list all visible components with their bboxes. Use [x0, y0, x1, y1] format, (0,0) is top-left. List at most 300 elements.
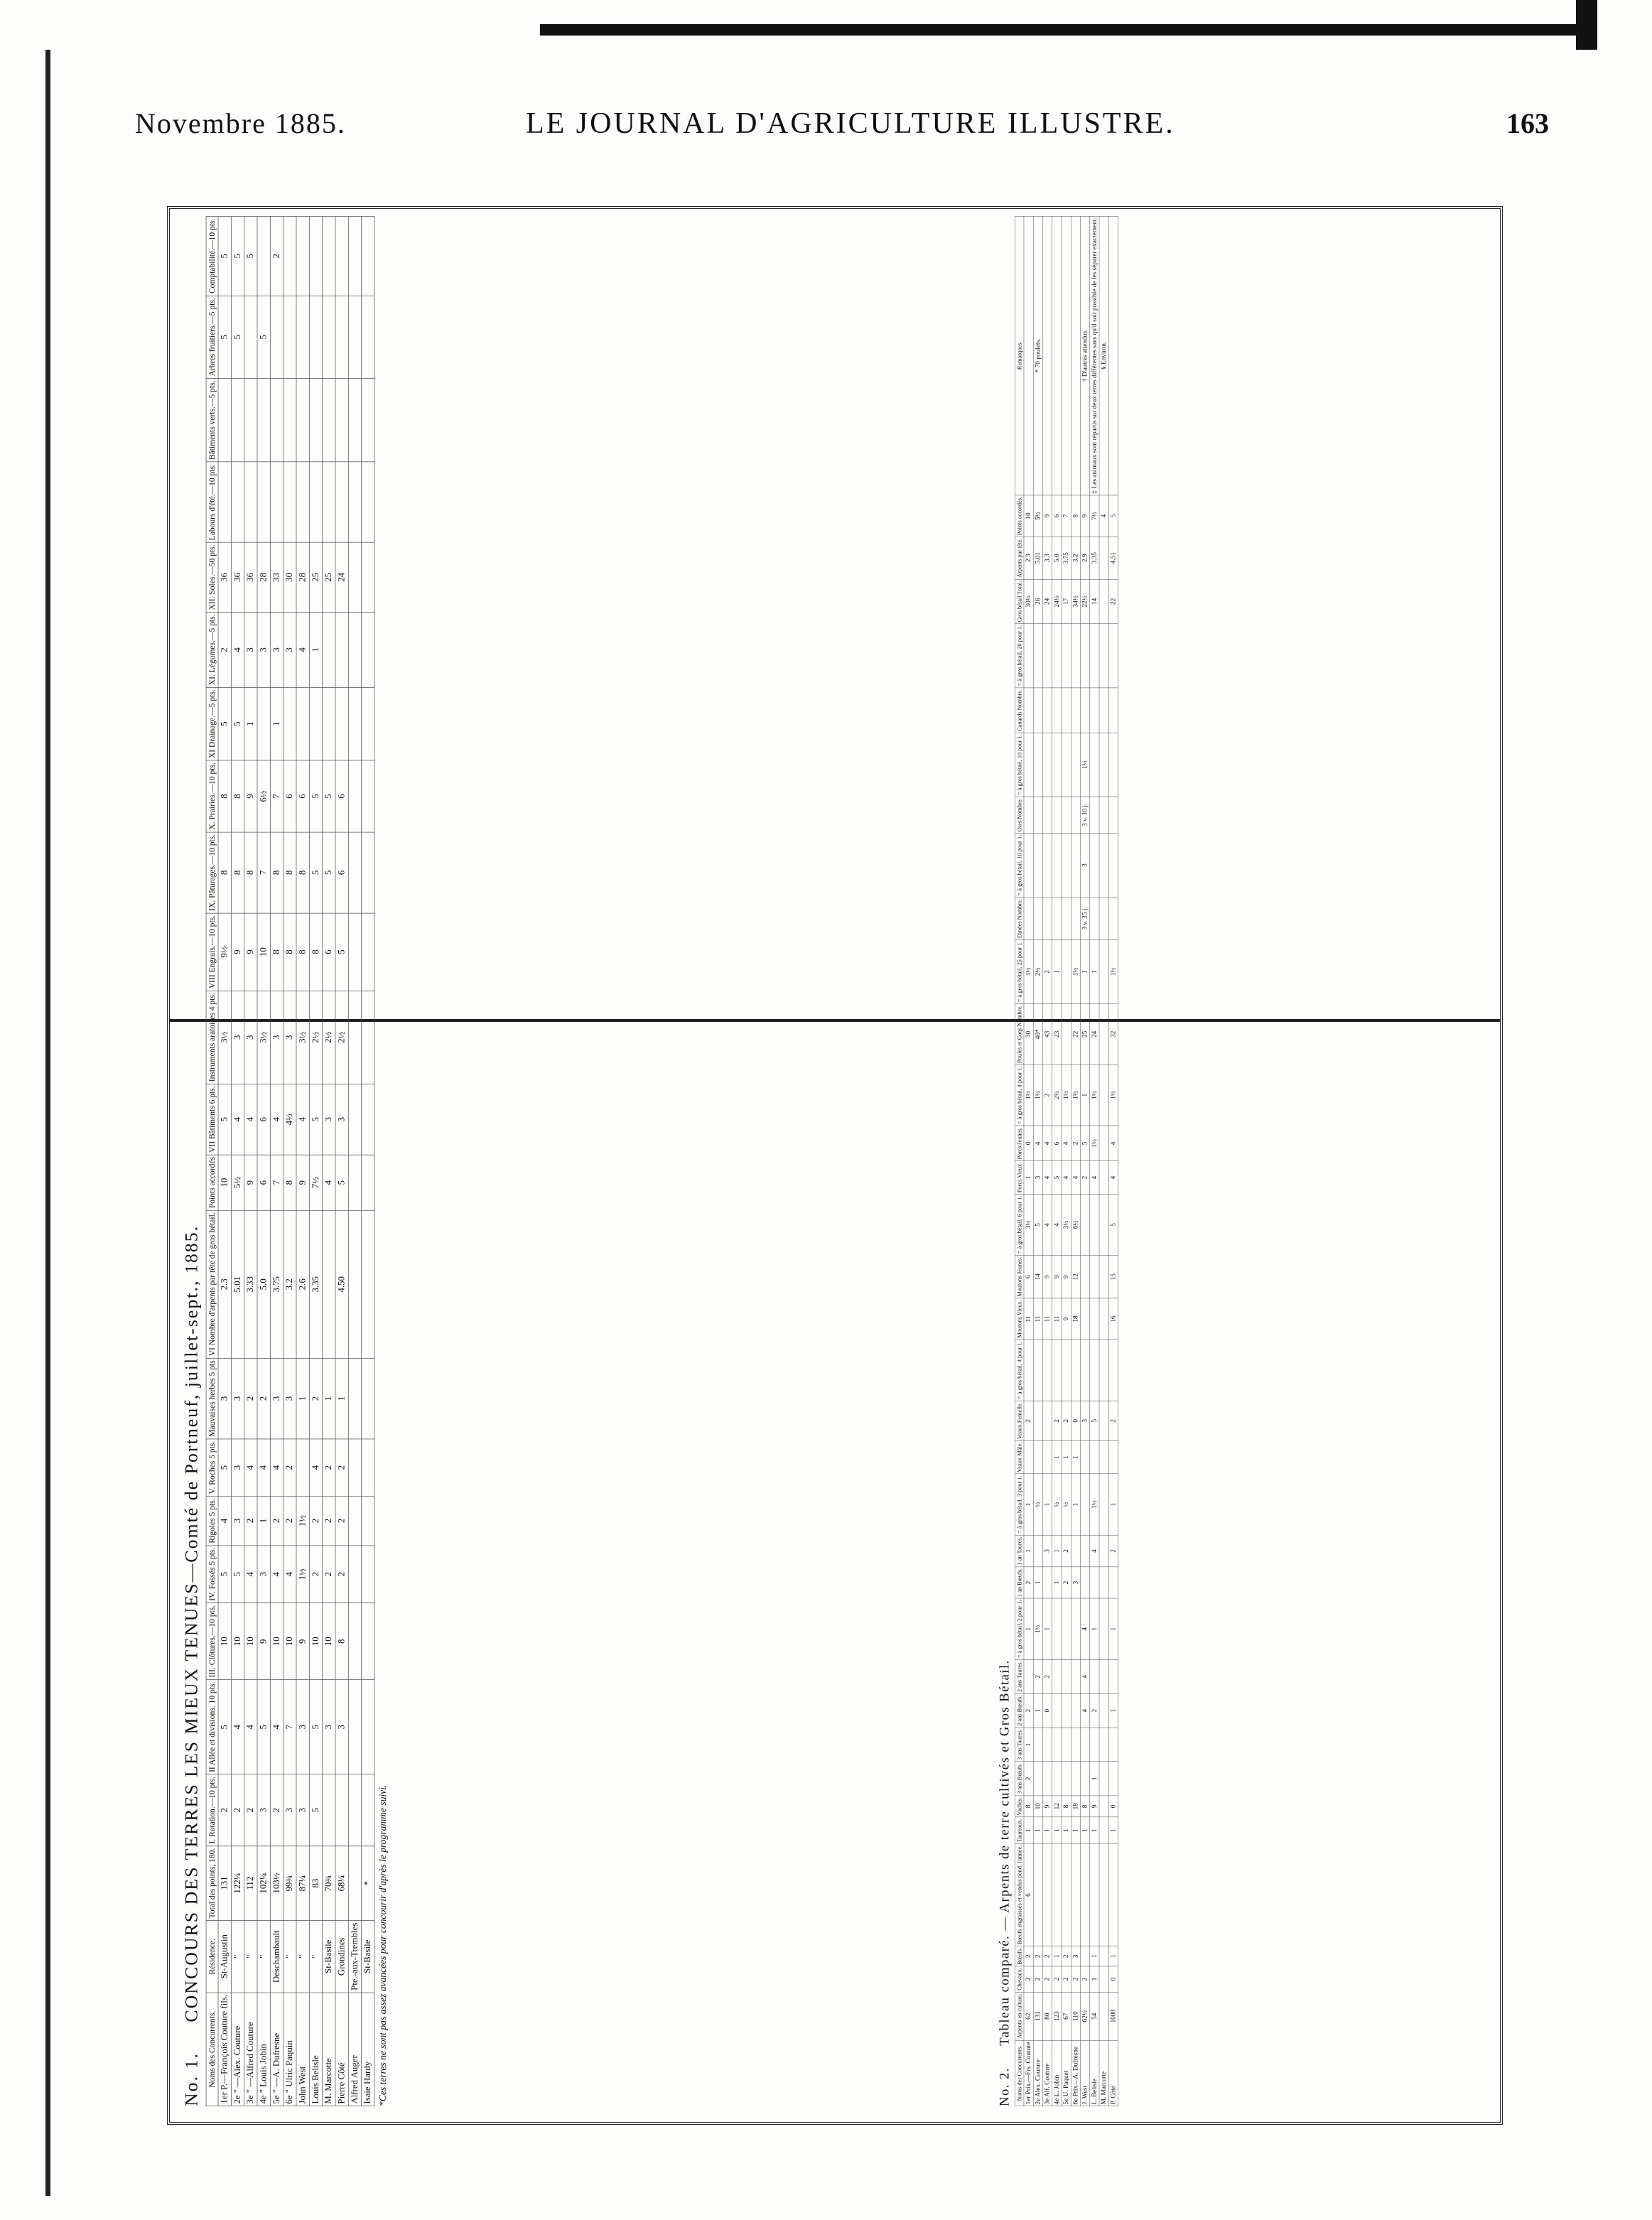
- table-row: [231, 217, 244, 2106]
- table-cell: [1052, 1659, 1062, 1693]
- table-cell: [348, 991, 361, 1084]
- table-cell: 9: [244, 760, 257, 832]
- column-header: Arpents par tête.: [1015, 537, 1024, 579]
- column-header: = à gros bétail, 4 pour 1.: [1015, 1340, 1024, 1401]
- table-cell: [348, 1210, 361, 1358]
- table-cell: [1099, 733, 1108, 797]
- table-cell: 2½: [335, 991, 348, 1084]
- table-cell: [1080, 1762, 1089, 1796]
- table-cell: [1062, 1762, 1071, 1796]
- table-cell: 3: [296, 1680, 309, 1774]
- table-cell: 6: [257, 1084, 270, 1155]
- table-cell: 0: [1108, 1966, 1118, 1992]
- table-cell: [1090, 797, 1099, 833]
- table-cell: 24: [1042, 579, 1052, 623]
- table2-tableau-compare: [1015, 216, 1118, 2106]
- table-cell: 40*: [1033, 1004, 1042, 1065]
- table-cell: 1: [1024, 1598, 1033, 1659]
- table-cell: 5: [335, 1155, 348, 1210]
- column-header: = à gros bétail, 2 pour 1.: [1015, 1598, 1024, 1659]
- table-cell: 3: [284, 1358, 296, 1438]
- table-cell: 25: [309, 542, 322, 612]
- table-cell: [1099, 833, 1108, 897]
- table-cell: 1½: [1090, 1474, 1099, 1535]
- table-cell: 8: [231, 760, 244, 832]
- table-cell: 8: [296, 913, 309, 991]
- table-cell: 8: [270, 832, 283, 913]
- table-cell: 3: [284, 991, 296, 1084]
- table-cell: 7: [284, 1680, 296, 1774]
- table-cell: [1071, 1762, 1080, 1796]
- table-cell: [1090, 688, 1099, 733]
- table-cell: [1108, 1440, 1118, 1474]
- table-cell: [335, 296, 348, 378]
- table-cell: 2: [1080, 1161, 1089, 1195]
- table-cell: 4: [270, 1680, 283, 1774]
- column-header: 1 an Bœufs.: [1015, 1567, 1024, 1599]
- table-cell: 1½: [1108, 939, 1118, 1003]
- table-cell: 2: [218, 612, 231, 687]
- header-journal-title: LE JOURNAL D'AGRICULTURE ILLUSTRE.: [526, 107, 1175, 140]
- table-cell: 5: [1052, 1161, 1062, 1195]
- table-cell: 3.35: [309, 1210, 322, 1358]
- table-cell: 3 v. 35 j.: [1080, 898, 1089, 940]
- table-cell: 10: [1033, 1796, 1042, 1817]
- table-cell: [1042, 1567, 1052, 1599]
- table-cell: 1: [1033, 1693, 1042, 1728]
- table-cell: [362, 1774, 374, 1846]
- table-cell: 1: [1090, 1598, 1099, 1659]
- table-cell: 4.50: [335, 1210, 348, 1358]
- table-cell: 6: [335, 832, 348, 913]
- table-cell: [335, 1774, 348, 1846]
- table-cell: 68¼: [335, 1846, 348, 1921]
- table-cell: [362, 217, 374, 296]
- table-cell: 4: [231, 1084, 244, 1155]
- table-cell: 6: [257, 1155, 270, 1210]
- column-header: VII Bâtiments 6 pts.: [206, 1084, 218, 1155]
- table-cell: 4: [244, 1680, 257, 1774]
- table-cell: 2.3: [1024, 537, 1033, 579]
- column-header: Bœufs engraissés et vendus pend. l'année.: [1015, 1843, 1024, 1946]
- table-cell: [1080, 1567, 1089, 1599]
- table-cell: 23: [1052, 1004, 1062, 1065]
- table-cell: [1099, 1598, 1108, 1659]
- column-header: Remarques.: [1015, 216, 1024, 495]
- table-cell: [348, 687, 361, 760]
- table-cell: ": [309, 1921, 322, 1993]
- table-cell: 28: [296, 542, 309, 612]
- table-cell: 28: [257, 542, 270, 612]
- table-cell: 4: [1062, 1161, 1071, 1195]
- table-cell: [323, 462, 335, 542]
- table-cell: 9: [1090, 1796, 1099, 1817]
- column-header: 1 an Taures.: [1015, 1535, 1024, 1567]
- table-cell: [1042, 1843, 1052, 1946]
- table-cell: 10: [218, 1155, 231, 1210]
- table-cell: [1108, 833, 1118, 897]
- table-cell: [1108, 688, 1118, 733]
- table-cell: [284, 378, 296, 462]
- header-date: Novembre 1885.: [135, 107, 346, 139]
- table-cell: 1: [1024, 1817, 1033, 1843]
- table-cell: [1080, 1728, 1089, 1762]
- table-cell: 3: [244, 612, 257, 687]
- table-cell: [1099, 1440, 1108, 1474]
- table-cell: [1033, 1440, 1042, 1474]
- table-cell: [348, 1603, 361, 1680]
- table-cell: [1033, 1843, 1042, 1946]
- table-cell: 1½: [1024, 939, 1033, 1003]
- column-header: XI. Légumes.—5 pts.: [206, 612, 218, 687]
- table-cell: [1062, 733, 1071, 797]
- competitor-name-cell: L. Belisle: [1090, 2040, 1099, 2106]
- table-cell: 2: [1024, 1693, 1033, 1728]
- table-cell: [1033, 1728, 1042, 1762]
- table-cell: 4½: [284, 1084, 296, 1155]
- table-cell: 2: [335, 1496, 348, 1545]
- table-cell: 2: [1042, 1065, 1052, 1126]
- table-cell: [1042, 833, 1052, 897]
- table-cell: [1042, 1728, 1052, 1762]
- table-row: [1042, 216, 1052, 2106]
- table-cell: St-Augustin: [218, 1921, 231, 1993]
- table-cell: [1090, 623, 1099, 687]
- table-cell: [362, 1680, 374, 1774]
- table-cell: 2: [284, 1496, 296, 1545]
- table-cell: 4: [270, 1439, 283, 1497]
- table-cell: [1052, 688, 1062, 733]
- table-cell: [1052, 623, 1062, 687]
- table-cell: 3: [1080, 833, 1089, 897]
- table-cell: 7: [257, 832, 270, 913]
- table-cell: 2: [244, 1358, 257, 1438]
- column-header: 2 ans Taures.: [1015, 1659, 1024, 1693]
- table-cell: 1: [1042, 1598, 1052, 1659]
- table-cell: [1108, 898, 1118, 940]
- column-header: = à gros bétail, 6 pour 1.: [1015, 1194, 1024, 1255]
- table-cell: 25: [1080, 1004, 1089, 1065]
- table-cell: 18: [1071, 1796, 1080, 1817]
- table-cell: 54: [1090, 1992, 1099, 2040]
- table-cell: 10: [284, 1603, 296, 1680]
- table-cell: 3.2: [284, 1210, 296, 1358]
- column-header: Arbres fruitiers.—5 pts.: [206, 296, 218, 378]
- table-cell: 67: [1062, 1992, 1071, 2040]
- table-cell: [335, 378, 348, 462]
- table-cell: [1033, 898, 1042, 940]
- table-cell: 2: [270, 1496, 283, 1545]
- table-cell: 3: [284, 612, 296, 687]
- table-cell: [348, 462, 361, 542]
- table-cell: 9: [1080, 495, 1089, 537]
- table-cell: [1099, 1567, 1108, 1599]
- table-cell: [231, 378, 244, 462]
- table-row: [218, 217, 231, 2106]
- table-cell: [1062, 1340, 1071, 1401]
- table-cell: 2: [270, 217, 283, 296]
- table-cell: [1080, 1340, 1089, 1401]
- table-cell: 3½: [257, 991, 270, 1084]
- table-cell: 8: [1080, 1796, 1089, 1817]
- table-cell: [362, 1358, 374, 1438]
- table-cell: 11: [1033, 1298, 1042, 1340]
- table-cell: 5.0: [1052, 537, 1062, 579]
- table-cell: 14: [1090, 579, 1099, 623]
- table-cell: [296, 378, 309, 462]
- table-row: [1080, 216, 1089, 2106]
- table-cell: [270, 296, 283, 378]
- table-cell: 5: [231, 296, 244, 378]
- table-cell: 3: [335, 1680, 348, 1774]
- table-cell: 22: [1108, 579, 1118, 623]
- table-cell: [257, 687, 270, 760]
- table-cell: [362, 991, 374, 1084]
- column-header: = à gros bétail, 10 pour 1.: [1015, 833, 1024, 897]
- table-cell: 1: [1090, 1946, 1099, 1966]
- table-cell: [1042, 733, 1052, 797]
- table-cell: 3: [218, 1358, 231, 1438]
- column-header: = à gros bétail, 3 pour 1.: [1015, 1474, 1024, 1535]
- column-header: XII. Soles.—50 pts.: [206, 542, 218, 612]
- table-cell: [362, 1155, 374, 1210]
- table-cell: [1099, 1004, 1108, 1065]
- table-cell: 5: [309, 1084, 322, 1155]
- table-cell: 5: [335, 913, 348, 991]
- table-cell: [348, 217, 361, 296]
- table-cell: [362, 1546, 374, 1603]
- table-cell: [362, 542, 374, 612]
- competitor-name-cell: Isaie Hardy: [362, 1993, 374, 2106]
- table-cell: 2: [1042, 1966, 1052, 1992]
- table2-header-row: [1015, 216, 1024, 2106]
- table-cell: 4: [244, 1546, 257, 1603]
- top-corner-mark: [1576, 0, 1597, 50]
- table-cell: 1½: [1080, 733, 1089, 797]
- column-header: Points accordés: [206, 1155, 218, 1210]
- table-cell: *: [362, 1846, 374, 1921]
- table-cell: 5: [218, 1084, 231, 1155]
- table-row: [244, 217, 257, 2106]
- table-cell: 2: [1024, 1567, 1033, 1599]
- table-cell: ½: [1062, 1474, 1071, 1535]
- table-cell: [1062, 1598, 1071, 1659]
- column-header: II Allée et divisions. 10 pts.: [206, 1680, 218, 1774]
- table-cell: [1042, 1401, 1052, 1440]
- table-cell: [1099, 1659, 1108, 1693]
- table-cell: [1062, 898, 1071, 940]
- table-cell: [309, 378, 322, 462]
- table-cell: 4: [1080, 1598, 1089, 1659]
- table-cell: 2: [335, 1546, 348, 1603]
- table-cell: 8: [218, 760, 231, 832]
- table-cell: [1033, 623, 1042, 687]
- table-cell: [1042, 1340, 1052, 1401]
- table-cell: [231, 462, 244, 542]
- table2-rotated-container: [994, 216, 1118, 2106]
- table-cell: 30: [284, 542, 296, 612]
- table-cell: [1052, 1598, 1062, 1659]
- competitor-name-cell: 3e Alf. Couture: [1042, 2040, 1052, 2106]
- table-cell: 5.0: [257, 1210, 270, 1358]
- table2-title: Tableau comparé. — Arpents de terre cultivés et Gros Bétail.: [997, 1659, 1013, 2046]
- table1-number: No. 1.: [181, 2052, 202, 2106]
- competitor-name-cell: John West: [296, 1993, 309, 2106]
- table-cell: [1024, 733, 1033, 797]
- table-cell: [1099, 1946, 1108, 1966]
- column-header: = à gros bétail, 4 pour 1.: [1015, 1065, 1024, 1126]
- table-cell: 4: [218, 1496, 231, 1545]
- table-cell: 2: [244, 1496, 257, 1545]
- table-cell: 4: [244, 1084, 257, 1155]
- table-cell: [362, 832, 374, 913]
- table-cell: 9: [1042, 1796, 1052, 1817]
- table-cell: [362, 1210, 374, 1358]
- table-cell: [1062, 688, 1071, 733]
- table-cell: [1090, 1440, 1099, 1474]
- table-cell: 10: [323, 1603, 335, 1680]
- table-cell: [1080, 1535, 1089, 1567]
- table-cell: [1090, 1659, 1099, 1693]
- table-cell: 3: [257, 1546, 270, 1603]
- table-cell: 11: [1042, 1298, 1052, 1340]
- table-cell: 83: [309, 1846, 322, 1921]
- table-cell: 2: [1033, 1966, 1042, 1992]
- table-cell: [309, 217, 322, 296]
- table-cell: 1: [244, 687, 257, 760]
- table-cell: [1071, 797, 1080, 833]
- table-cell: [1099, 1340, 1108, 1401]
- table-cell: 6: [1024, 1843, 1033, 1946]
- table-cell: 5: [309, 1774, 322, 1846]
- table-cell: 3½: [1024, 1194, 1033, 1255]
- table-cell: [1080, 688, 1089, 733]
- table1-rotated-container: [177, 216, 392, 2106]
- competitor-name-cell: M. Marcotte: [1099, 2040, 1108, 2106]
- table-cell: 9: [244, 1155, 257, 1210]
- table-cell: [1024, 216, 1033, 495]
- table-cell: 4: [323, 1155, 335, 1210]
- table-cell: 3: [335, 1084, 348, 1155]
- table-cell: [348, 1439, 361, 1497]
- competitor-name-cell: 5e U. Paquet: [1062, 2040, 1071, 2106]
- table-cell: [296, 462, 309, 542]
- table-cell: [1042, 216, 1052, 495]
- table-cell: ": [296, 1921, 309, 1993]
- table-cell: [362, 378, 374, 462]
- table-cell: [1062, 939, 1071, 1003]
- table-cell: [1080, 1946, 1089, 1966]
- table-cell: 8: [284, 832, 296, 913]
- table-cell: 5: [1033, 1194, 1042, 1255]
- table2-number: No. 2.: [997, 2067, 1013, 2106]
- table-cell: 26: [1033, 579, 1042, 623]
- table-cell: St-Basile: [323, 1921, 335, 1993]
- table-cell: 5: [323, 760, 335, 832]
- table-cell: [362, 760, 374, 832]
- table-cell: [1090, 1298, 1099, 1340]
- table-cell: 2.9: [1080, 537, 1089, 579]
- column-header: Comptabilité.—10 pts.: [206, 217, 218, 296]
- table-cell: 5: [309, 832, 322, 913]
- table-cell: 9: [1062, 1298, 1071, 1340]
- table-cell: 4: [1090, 1535, 1099, 1567]
- table-cell: [1033, 833, 1042, 897]
- table-cell: [1052, 1843, 1062, 1946]
- table-cell: 10: [244, 1603, 257, 1680]
- table-cell: [1090, 1728, 1099, 1762]
- table-cell: [1062, 623, 1071, 687]
- table-cell: 3: [1042, 1535, 1052, 1567]
- table-cell: [1042, 1440, 1052, 1474]
- column-header: IV. Fossés 5 pts.: [206, 1546, 218, 1603]
- table-cell: 4: [231, 612, 244, 687]
- table-cell: [1033, 733, 1042, 797]
- column-header: = à gros bétail, 10 pour 1.: [1015, 733, 1024, 797]
- table-cell: 3.35: [1090, 537, 1099, 579]
- table-cell: 4: [1090, 1161, 1099, 1195]
- table-cell: 2.3: [218, 1210, 231, 1358]
- table-cell: [1099, 579, 1108, 623]
- table-cell: [1024, 898, 1033, 940]
- table-cell: 14: [1033, 1255, 1042, 1298]
- table-cell: [1071, 833, 1080, 897]
- column-header: Poules et Coqs Nombre.: [1015, 1004, 1024, 1065]
- table-cell: 2: [1042, 939, 1052, 1003]
- table-cell: 2: [1108, 1535, 1118, 1567]
- table-cell: [323, 1774, 335, 1846]
- table-cell: [296, 1439, 309, 1497]
- table-cell: [296, 296, 309, 378]
- table-cell: 24: [1090, 1004, 1099, 1065]
- table-cell: 1: [1024, 1161, 1033, 1195]
- table-cell: 5: [218, 296, 231, 378]
- table-cell: 4: [231, 1680, 244, 1774]
- table-cell: [1071, 1659, 1080, 1693]
- table-cell: [1024, 623, 1033, 687]
- table-cell: [1042, 688, 1052, 733]
- table-cell: [348, 296, 361, 378]
- table-cell: 10: [309, 1603, 322, 1680]
- table-cell: 6: [1024, 1255, 1033, 1298]
- table-cell: [1024, 797, 1033, 833]
- table-cell: [1099, 898, 1108, 940]
- table-cell: * 70 poulets.: [1033, 216, 1042, 495]
- table-cell: 2½: [309, 991, 322, 1084]
- table-cell: [335, 217, 348, 296]
- table-cell: 8: [335, 1603, 348, 1680]
- table-cell: [1062, 833, 1071, 897]
- table-cell: 8: [1062, 1796, 1071, 1817]
- table-cell: [1080, 1440, 1089, 1474]
- column-header: Bœufs.: [1015, 1946, 1024, 1966]
- table-cell: [1071, 1843, 1080, 1946]
- table-cell: 4: [1033, 1126, 1042, 1160]
- column-header: = à gros bétail, 25 pour 1.: [1015, 939, 1024, 1003]
- table-cell: 112: [244, 1846, 257, 1921]
- column-header: Taureaux.: [1015, 1817, 1024, 1843]
- competitor-name-cell: Pierre Côté: [335, 1993, 348, 2106]
- table-cell: 2: [1024, 1966, 1033, 1992]
- column-header: = à gros bétail, 20 pour 1.: [1015, 623, 1024, 687]
- table-cell: 7½: [309, 1155, 322, 1210]
- table-cell: 2: [1024, 1762, 1033, 1796]
- table-cell: 1: [1071, 1474, 1080, 1535]
- table-cell: [309, 296, 322, 378]
- table-row: [1024, 216, 1033, 2106]
- table-cell: 5: [218, 1546, 231, 1603]
- table-cell: 0: [1024, 1126, 1033, 1160]
